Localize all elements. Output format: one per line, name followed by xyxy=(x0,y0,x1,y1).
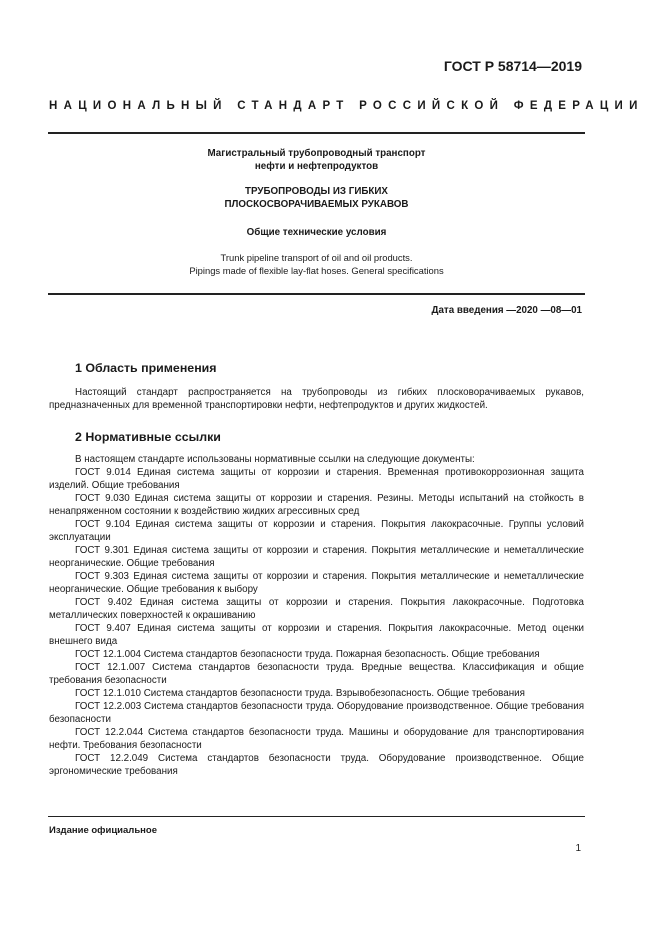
reference-item: ГОСТ 12.1.004 Система стандартов безопасности труда. Пожарная безопасность. Общие требования xyxy=(75,649,540,660)
reference-item: ГОСТ 9.014 Единая система защиты от коррозии и старения. Временная противокоррозионная защита изделий. Общие требования xyxy=(49,467,584,491)
reference-item: ГОСТ 9.104 Единая система защиты от коррозии и старения. Покрытия лакокрасочные. Группы условий эксплуатации xyxy=(49,519,584,543)
subject-line-2: нефти и нефтепродуктов xyxy=(254,160,379,172)
reference-item: ГОСТ 12.1.010 Система стандартов безопасности труда. Взрывобезопасность. Общие требования xyxy=(75,688,525,699)
reference-item: ГОСТ 12.2.049 Система стандартов безопасности труда. Оборудование производственное. Общие эргономические требования xyxy=(49,753,584,777)
footer-divider xyxy=(48,816,585,817)
reference-item: ГОСТ 12.2.044 Система стандартов безопасности труда. Машины и оборудование для транспортирования нефти. Требования безопасности xyxy=(49,727,584,751)
reference-item: ГОСТ 12.1.007 Система стандартов безопасности труда. Вредные вещества. Классификация и общие требования безопасности xyxy=(49,662,584,686)
reference-item: ГОСТ 12.2.003 Система стандартов безопасности труда. Оборудование производственное. Общие требования безопасности xyxy=(49,701,584,725)
title-line-2: ПЛОСКОСВОРАЧИВАЕМЫХ РУКАВОВ xyxy=(224,198,409,210)
reference-item: ГОСТ 9.301 Единая система защиты от коррозии и старения. Покрытия металлические и неметаллические неорганические. Общие требования xyxy=(49,545,584,569)
edition-note: Издание официальное xyxy=(49,825,157,836)
section-2-heading: 2 Нормативные ссылки xyxy=(75,430,221,444)
introduction-date: Дата введения —2020 —08—01 xyxy=(431,305,582,316)
top-divider xyxy=(48,132,585,134)
section-1-heading: 1 Область применения xyxy=(75,361,217,375)
title-line-1: ТРУБОПРОВОДЫ ИЗ ГИБКИХ xyxy=(245,186,388,197)
english-line-1: Trunk pipeline transport of oil and oil products. xyxy=(220,252,413,263)
spec-title: Общие технические условия xyxy=(246,227,387,238)
reference-item: ГОСТ 9.030 Единая система защиты от коррозии и старения. Резины. Методы испытаний на стойкость в ненапряженном состоянии к воздействию жидких агрессивных сред xyxy=(49,493,584,517)
national-standard-heading: НАЦИОНАЛЬНЫЙ СТАНДАРТ РОССИЙСКОЙ ФЕДЕРАЦИИ xyxy=(49,100,644,112)
english-line-2: Pipings made of flexible lay-flat hoses. General specifications xyxy=(189,264,444,276)
reference-item: ГОСТ 9.402 Единая система защиты от коррозии и старения. Покрытия лакокрасочные. Подготовка металлических поверхностей к окрашиванию xyxy=(49,597,584,621)
section-1-text xyxy=(49,386,584,412)
normative-references-list xyxy=(49,453,584,778)
english-title xyxy=(48,252,585,277)
references-intro: В настоящем стандарте использованы нормативные ссылки на следующие документы: xyxy=(75,454,475,465)
reference-item: ГОСТ 9.303 Единая система защиты от коррозии и старения. Покрытия металлические и неметаллические неорганические. Общие требования к выбору xyxy=(49,571,584,595)
document-code: ГОСТ Р 58714—2019 xyxy=(443,58,582,74)
subject-line-1: Магистральный трубопроводный транспорт xyxy=(207,148,426,159)
title-divider xyxy=(48,293,585,295)
paragraph: Настоящий стандарт распространяется на трубопроводы из гибких плосковорачиваемых рукавов, предназначенных для временной транспортировки нефти, нефтепродуктов и других жидкостей. xyxy=(49,387,584,411)
page-number: 1 xyxy=(575,843,581,854)
subject-block xyxy=(48,148,585,173)
title-block xyxy=(48,186,585,211)
reference-item: ГОСТ 9.407 Единая система защиты от коррозии и старения. Покрытия лакокрасочные. Метод оценки внешнего вида xyxy=(49,623,584,647)
